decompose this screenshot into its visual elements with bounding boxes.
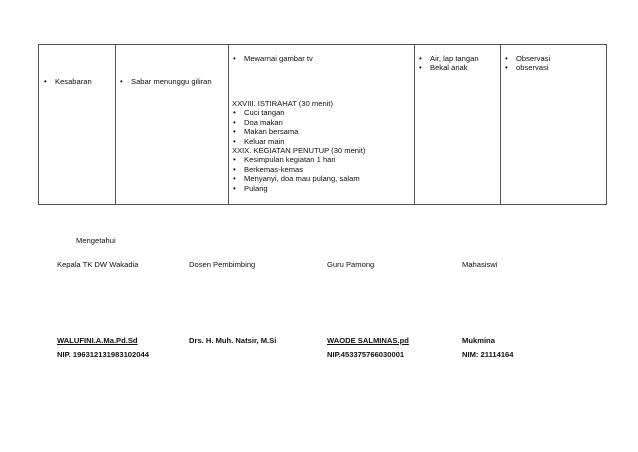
name-guru: WAODE SALMINAS.pd	[327, 336, 409, 345]
role-mahasiswi: Mahasiswi	[462, 260, 498, 269]
section-heading-penutup: XXIX. KEGIATAN PENUTUP (30 menit)	[232, 146, 366, 156]
list-item: • Air, lap tangan	[418, 54, 479, 63]
list-item: • Sabar menunggu giliran	[119, 77, 212, 86]
table-column-divider	[228, 45, 229, 204]
nip-kepala: NIP. 196312131983102044	[57, 350, 149, 359]
list-item: • Kesimpulan kegiatan 1 hari	[232, 155, 365, 164]
role-dosen: Dosen Pembimbing	[189, 260, 256, 269]
name-kepala: WALUFINI.A.Ma.Pd.Sd	[57, 336, 138, 345]
role-kepala: Kepala TK DW Wakadia	[57, 260, 139, 269]
table-column-divider	[500, 45, 501, 204]
name-dosen: Drs. H. Muh. Natsir, M.Si	[189, 336, 277, 345]
list-item: • observasi	[504, 63, 550, 72]
cell-kegiatan-top	[232, 54, 313, 63]
list-item: • Bekal anak	[418, 63, 479, 72]
role-guru: Guru Pamong	[327, 260, 375, 269]
list-item: • Kesabaran	[43, 77, 92, 86]
mengetahui-label: Mengetahui	[76, 236, 116, 245]
table-column-divider	[414, 45, 415, 204]
name-mahasiswi: Mukmina	[462, 336, 495, 345]
list-item: • Observasi	[504, 54, 550, 63]
cell-kegiatan-main	[232, 99, 365, 193]
cell-alat-bahan	[418, 54, 479, 73]
nip-guru: NIP.453375766030001	[327, 350, 405, 359]
list-item: • Menyanyi, doa mau pulang, salam	[232, 174, 365, 183]
list-item: • Cuci tangan	[232, 108, 365, 117]
list-item: • Makan bersama	[232, 127, 365, 136]
activity-table	[38, 44, 607, 205]
cell-nilai	[43, 77, 92, 86]
list-item: • Pulang	[232, 184, 365, 193]
cell-penilaian	[504, 54, 550, 73]
list-item: • Keluar main	[232, 137, 365, 146]
list-item: • Doa makan	[232, 118, 365, 127]
cell-indikator	[119, 77, 212, 86]
nim-mahasiswi: NIM: 21114164	[462, 350, 514, 359]
list-item: • Berkemas-kemas	[232, 165, 365, 174]
list-item: • Mewarnai gambar tv	[232, 54, 313, 63]
section-heading-istirahat: XXVIII. ISTIRAHAT (30 menit)	[232, 99, 333, 108]
table-column-divider	[115, 45, 116, 204]
